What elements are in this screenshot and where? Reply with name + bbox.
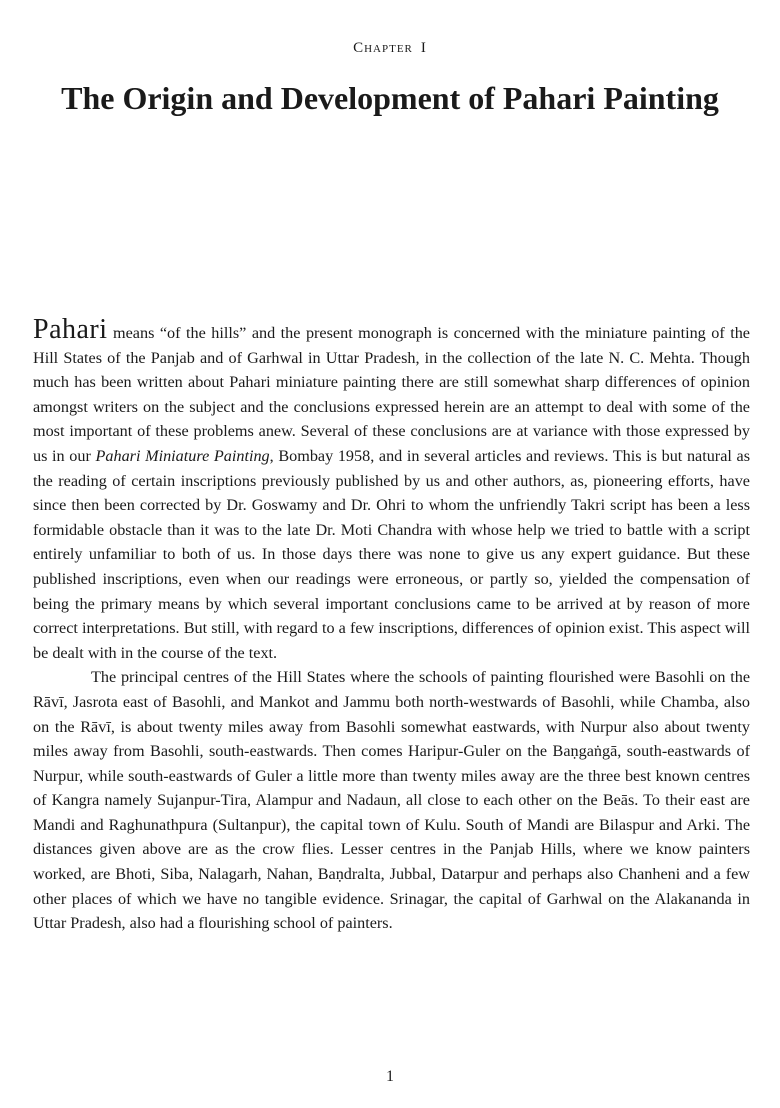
paragraph-2: The principal centres of the Hill States where the schools of painting flourished were Basohli on the Rāvī, Jasrota east of Basohli, and Mankot and Jammu both north-westwards of Basohli, while Chamba, also on the Rāvī, is about twenty miles away from Basohli somewhat eastwards, with Nurpur also about twenty miles away from Basohli, south-eastwards. Then comes Haripur-Guler on the Baṇgaṅgā, south-eastwards of Nurpur, while south-eastwards of Guler a little more than twenty miles away are the three best known centres of Kangra namely Sujanpur-Tira, Alampur and Nadaun, all close to each other on the Beās. To their east are Mandi and Raghunathpura (Sultanpur), the capital town of Kulu. South of Mandi are Bilaspur and Arki. The distances given above are as the crow flies. Lesser centres in the Panjab Hills, where we know painters worked, are Bhoti, Siba, Nalagarh, Nahan, Baṇdralta, Jubbal, Datarpur and perhaps also Chanheni and a few other places of which we have no tangible evidence. Srinagar, the capital of Garhwal on the Alakananda in Uttar Pradesh, also had a flourishing school of painters.: [33, 668, 750, 933]
book-title-italic: Pahari Miniature Painting: [95, 446, 270, 465]
lead-word: Pahari: [33, 314, 108, 345]
body-text: [33, 314, 751, 936]
chapter-label: Chapter: [353, 40, 413, 56]
page-title: The Origin and Development of Pahari Painting: [61, 80, 719, 116]
chapter-number: I: [420, 40, 427, 56]
paragraph-1-text-b: , Bombay 1958, and in several articles and reviews. This is but natural as the reading of certain inscriptions previously published by us and other authors, as, pioneering efforts, have since then been corrected by Dr. Goswamy and Dr. Ohri to whom the unfriendly Takri script has been a less formidable obstacle than it was to the late Dr. Moti Chandra with whose help we tried to battle with a script entirely unfamiliar to both of us. In those days there was none to give us any expert guidance. But these published inscriptions, even when our readings were erroneous, or partly so, yielded the compensation of being the primary means by which several important conclusions came to be arrived at by reason of more correct interpretations. But still, with regard to a few inscriptions, differences of opinion exist. This aspect will be dealt with in the course of the text.: [33, 446, 751, 662]
paragraph-1-text-a: means “of the hills” and the present monograph is concerned with the miniature painting of the Hill States of the Panjab and of Garhwal in Uttar Pradesh, in the collection of the late N. C. Mehta. Though much has been written about Pahari miniature painting there are still somewhat sharp differences of opinion amongst writers on the subject and the conclusions expressed herein are an attempt to deal with some of the most important of these problems anew. Several of these conclusions are at variance with those expressed by us in our: [33, 324, 750, 465]
chapter-heading: [0, 40, 780, 57]
paragraph-1: [33, 314, 751, 665]
page-number: 1: [386, 1068, 394, 1085]
